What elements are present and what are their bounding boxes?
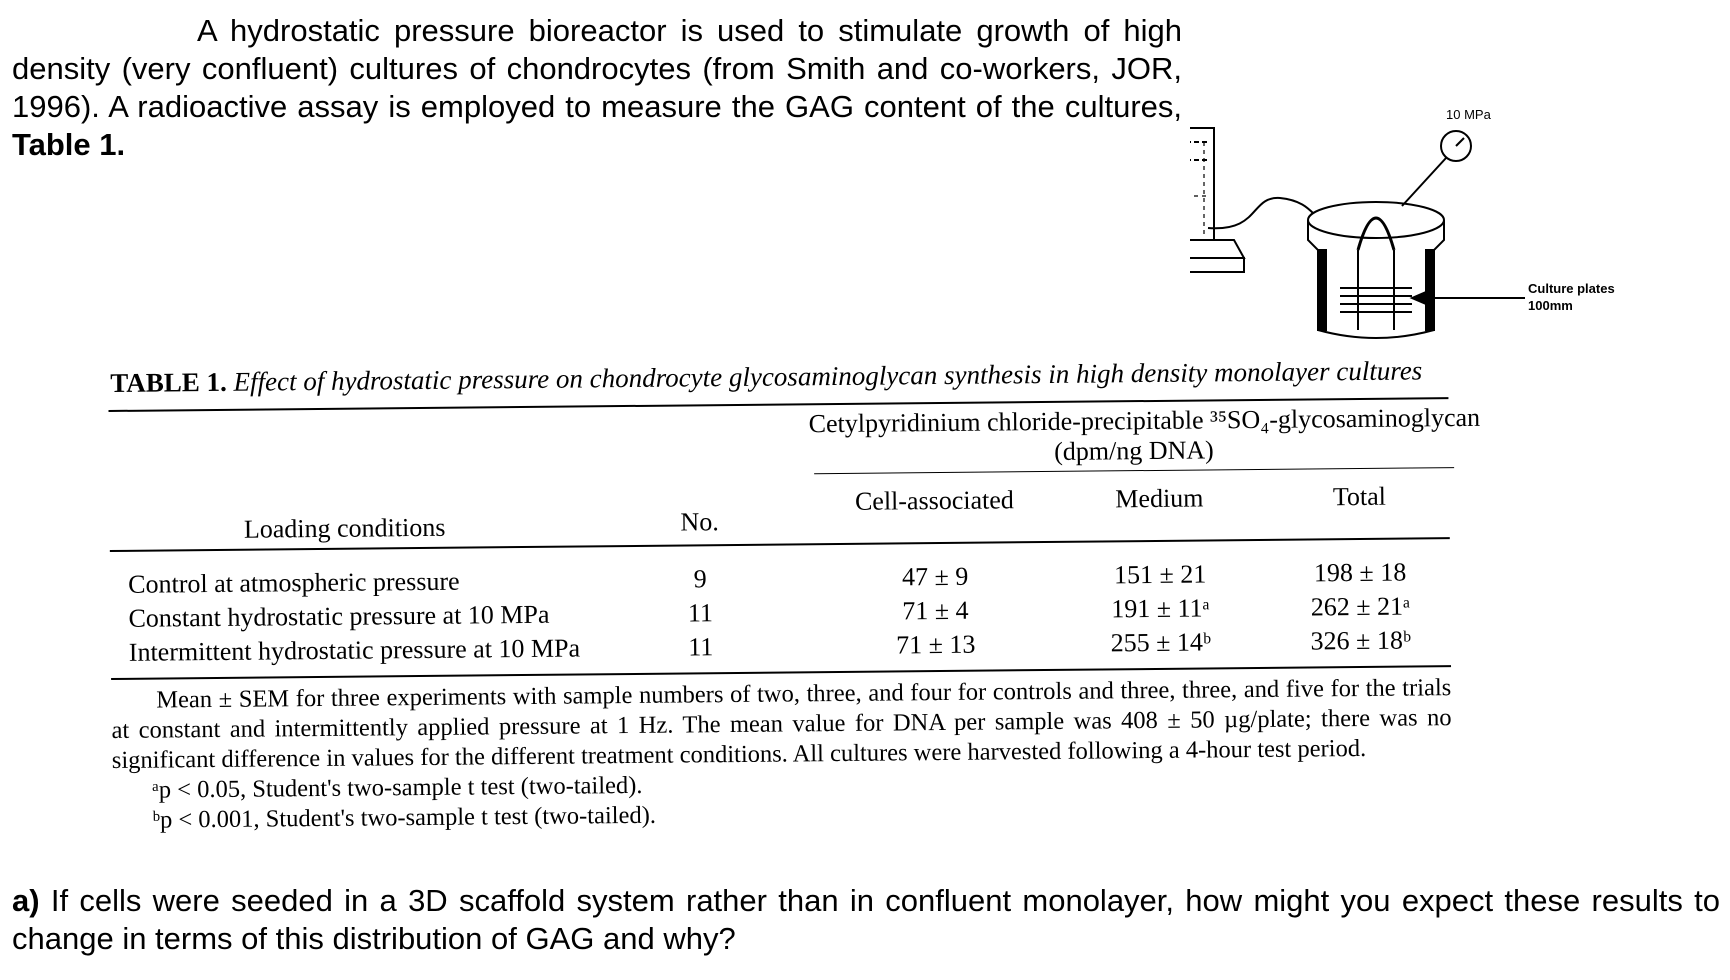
plates-label-line2: 100mm bbox=[1528, 298, 1573, 313]
col-header-loading: Loading conditions bbox=[243, 512, 446, 544]
row-condition: Constant hydrostatic pressure at 10 MPa bbox=[128, 599, 550, 633]
row-cell: 71 ± 4 bbox=[902, 595, 969, 626]
row-no: 9 bbox=[693, 564, 707, 594]
table-caption bbox=[110, 355, 1422, 399]
gag-table bbox=[108, 343, 1633, 853]
pressure-line bbox=[1208, 198, 1314, 228]
row-medium: 151 ± 21 bbox=[1113, 559, 1207, 590]
row-total: 262 ± 21ᵃ bbox=[1310, 591, 1411, 622]
table-footnotes bbox=[111, 673, 1452, 836]
row-no: 11 bbox=[688, 632, 714, 662]
question-a bbox=[12, 882, 1720, 958]
row-total: 198 ± 18 bbox=[1313, 557, 1407, 588]
mts-actuator bbox=[1190, 30, 1244, 272]
culture-vessel bbox=[1308, 202, 1444, 338]
footnote-b: ᵇp < 0.001, Student's two-sample t test (two-tailed). bbox=[152, 801, 657, 834]
row-no: 11 bbox=[687, 598, 714, 628]
row-medium: 255 ± 14ᵇ bbox=[1110, 627, 1212, 658]
plates-label-line1: Culture plates bbox=[1528, 281, 1615, 296]
col-header-cell: Cell-associated bbox=[854, 485, 1014, 516]
row-cell: 71 ± 13 bbox=[896, 629, 976, 660]
gauge-label: 10 MPa bbox=[1446, 107, 1491, 122]
row-total: 326 ± 18ᵇ bbox=[1310, 625, 1412, 656]
col-header-medium: Medium bbox=[1115, 483, 1204, 514]
question-text: If cells were seeded in a 3D scaffold system rather than in confluent monolayer, how might you expect these results to change in terms of this distribution of GAG and why? bbox=[12, 883, 1720, 956]
col-header-total: Total bbox=[1332, 481, 1387, 512]
col-header-no: No. bbox=[680, 507, 719, 537]
intro-paragraph bbox=[12, 12, 1182, 164]
row-medium: 191 ± 11ᵃ bbox=[1111, 593, 1210, 624]
group-header-line1: Cetylpyridinium chloride-precipitable ³⁵SO₄-glycosaminoglycan bbox=[808, 402, 1481, 439]
group-header-line2: (dpm/ng DNA) bbox=[1054, 435, 1214, 466]
footnote-main: Mean ± SEM for three experiments with sample numbers of two, three, and four for controls and three, three, and five for the trials at constant and intermittently applied pressure at 1 Hz. The mean value for DNA per sample was 408 ± 50 µg/plate; there was no significant difference in values for the different treatment conditions. All cultures were harvested following a 4-hour test period. bbox=[111, 674, 1452, 774]
row-condition: Intermittent hydrostatic pressure at 10 MPa bbox=[128, 633, 581, 667]
intro-table-ref: Table 1. bbox=[12, 127, 126, 162]
row-condition: Control at atmospheric pressure bbox=[128, 566, 460, 599]
intro-text: A hydrostatic pressure bioreactor is used to stimulate growth of high density (very confluent) cultures of chondrocytes (from Smith and co-workers, JOR, 1996). A radioactive assay is employed to measure the GAG content of the cultures, bbox=[12, 13, 1182, 124]
pressure-gauge-icon bbox=[1402, 131, 1471, 206]
table-caption-label: TABLE 1. bbox=[110, 366, 227, 398]
table-caption-title: Effect of hydrostatic pressure on chondrocyte glycosaminoglycan synthesis in high density monolayer cultures bbox=[233, 355, 1423, 397]
row-cell: 47 ± 9 bbox=[901, 561, 969, 592]
footnote-a: ᵃp < 0.05, Student's two-sample t test (two-tailed). bbox=[152, 771, 643, 804]
question-label: a) bbox=[12, 883, 40, 918]
bioreactor-diagram bbox=[1190, 0, 1730, 375]
